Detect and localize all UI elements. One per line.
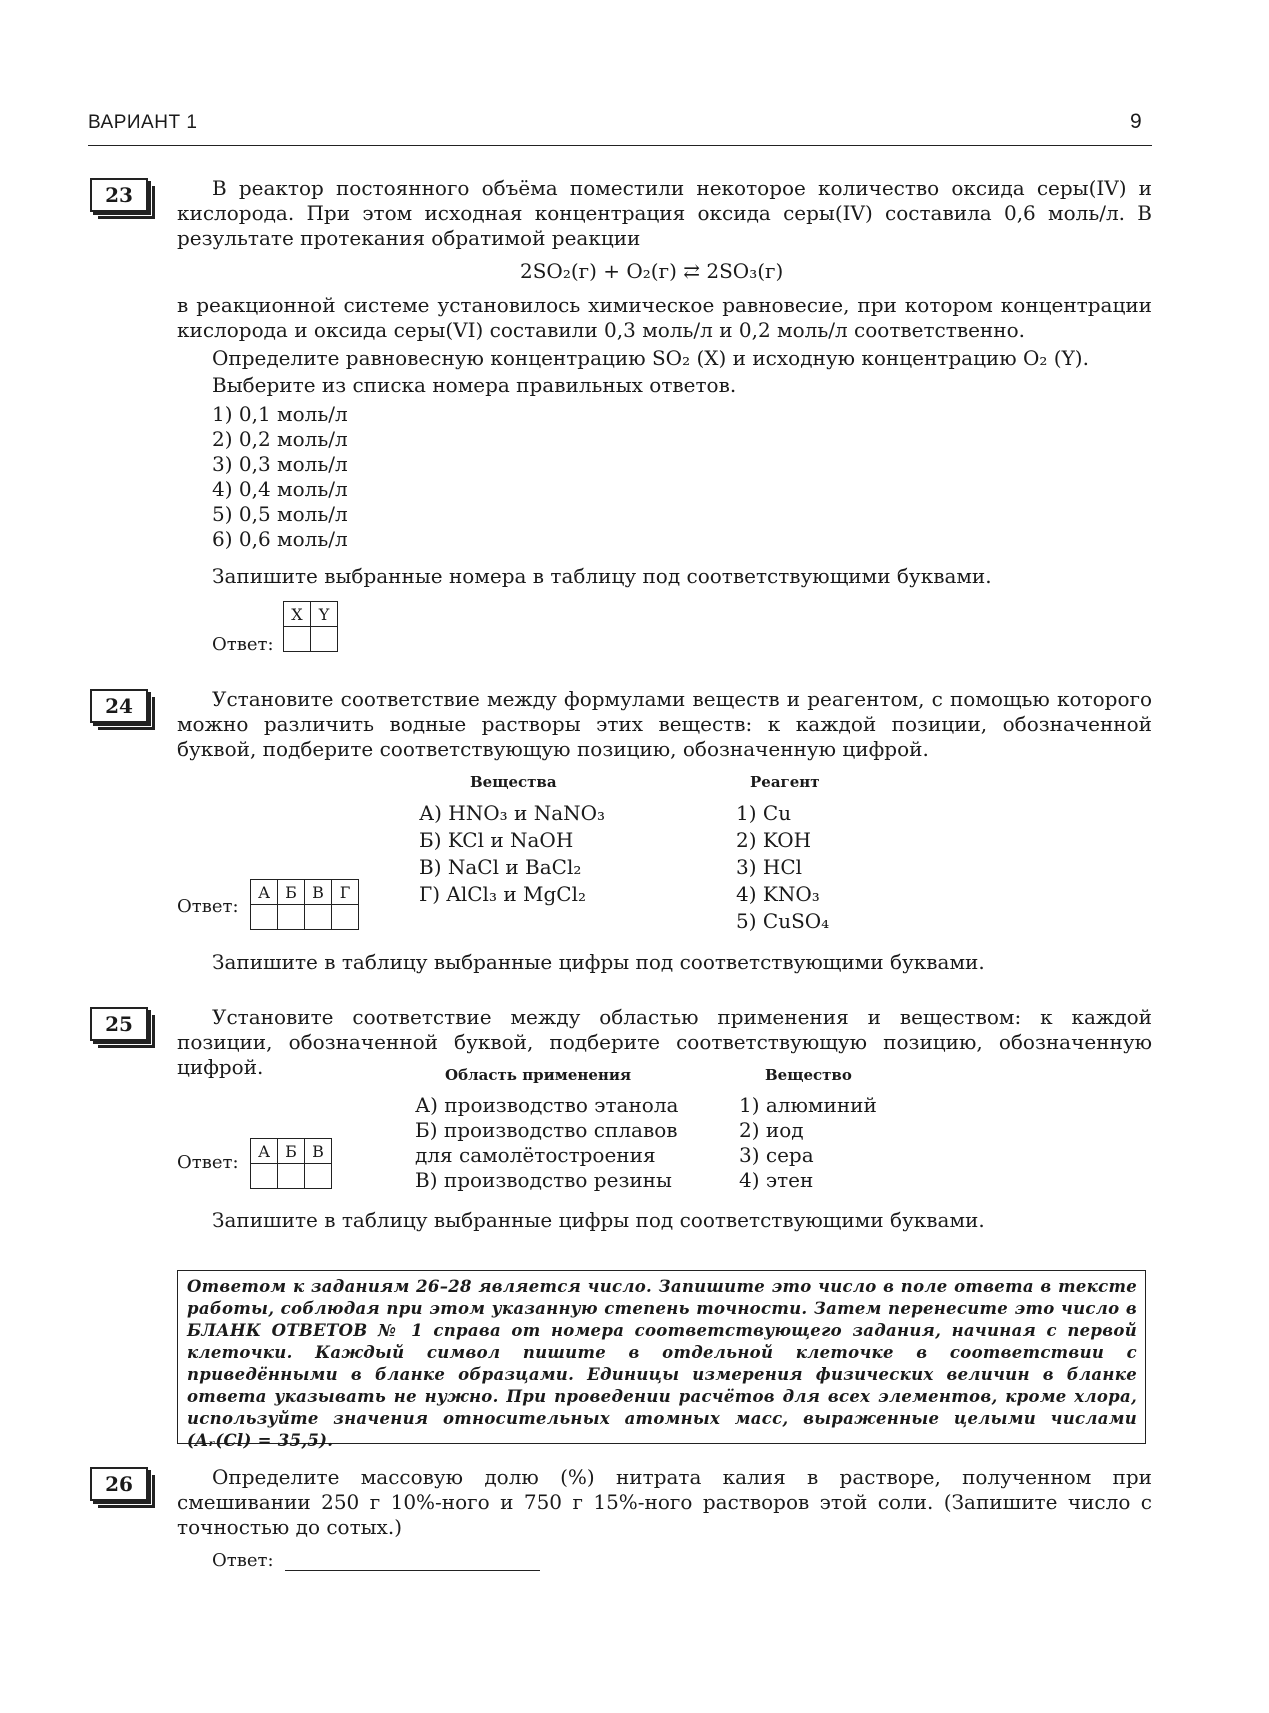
variant-title: ВАРИАНТ 1 bbox=[88, 112, 198, 133]
list-item: 5) 0,5 моль/л bbox=[212, 502, 348, 526]
list-item: В) производство резины bbox=[415, 1168, 672, 1192]
list-item: 3) HCl bbox=[736, 855, 803, 879]
list-item: 3) 0,3 моль/л bbox=[212, 452, 348, 476]
q25-left-column-header: Область применения bbox=[445, 1066, 632, 1084]
list-item: А) производство этанола bbox=[415, 1093, 679, 1117]
q24-left-list bbox=[419, 800, 605, 908]
answer-header-b: Б bbox=[278, 880, 305, 905]
q25-instruction: Запишите в таблицу выбранные цифры под соответствующими буквами. bbox=[212, 1208, 985, 1232]
list-item: 6) 0,6 моль/л bbox=[212, 527, 348, 551]
q23-answer-label: Ответ: bbox=[212, 634, 274, 655]
question-number-23: 23 bbox=[90, 178, 148, 212]
answer-header-v: В bbox=[305, 880, 332, 905]
list-item: А) HNO₃ и NaNO₃ bbox=[419, 801, 606, 825]
q24-right-column-header: Реагент bbox=[750, 773, 820, 791]
q26-answer-label: Ответ: bbox=[212, 1550, 274, 1571]
question-number-25: 25 bbox=[90, 1007, 148, 1041]
answer-header-a: А bbox=[251, 880, 278, 905]
list-item: 4) 0,4 моль/л bbox=[212, 477, 348, 501]
answer-cell-x[interactable] bbox=[284, 627, 311, 652]
question-number-24: 24 bbox=[90, 689, 148, 723]
instructions-text: Ответом к заданиям 26–28 является число. Запишите это число в поле ответа в тексте работы, соблюдая при этом указанную степень точности. Затем перенесите это число в БЛАНК ОТВЕТОВ № 1 справа от номера соответствующего задания, начиная с первой клеточки. Каждый символ пишите в отдельной клеточке в соответствии с приведёнными в бланке образцами. Единицы измерения физических величин в бланке ответа указывать не нужно. При проведении расчётов для всех элементов, кроме хлора, используйте значения относительных атомных масс, выраженные целыми числами (Aᵣ(Cl) = 35,5). bbox=[187, 1277, 1137, 1450]
answer-header-b: Б bbox=[278, 1139, 305, 1164]
q24-answer-table bbox=[250, 879, 359, 930]
q23-options-list bbox=[212, 402, 348, 552]
list-item: 2) 0,2 моль/л bbox=[212, 427, 348, 451]
answer-cell-v[interactable] bbox=[305, 905, 332, 930]
answer-cell-v[interactable] bbox=[305, 1164, 332, 1189]
header-divider bbox=[88, 145, 1152, 146]
answer-header-v: В bbox=[305, 1139, 332, 1164]
list-item: Г) AlCl₃ и MgCl₂ bbox=[419, 882, 587, 906]
page-number: 9 bbox=[1130, 110, 1142, 133]
q23-text: В реактор постоянного объёма поместили некоторое количество оксида серы(IV) и кислорода. При этом исходная концентрация оксида серы(IV) составила 0,6 моль/л. В результате протекания обратимой реакции bbox=[177, 176, 1152, 250]
q23-instruction: Запишите выбранные номера в таблицу под соответствующими буквами. bbox=[212, 564, 992, 588]
q25-answer-table bbox=[250, 1138, 332, 1189]
answer-header-g: Г bbox=[332, 880, 359, 905]
q24-text: Установите соответствие между формулами веществ и реагентом, с помощью которого можно различить водные растворы этих веществ: к каждой позиции, обозначенной буквой, подберите соответствующую позицию, обозначенную цифрой. bbox=[177, 687, 1152, 761]
list-item: 5) CuSO₄ bbox=[736, 909, 830, 933]
answer-header-x: X bbox=[284, 602, 311, 627]
q23-text2: в реакционной системе установилось химическое равновесие, при котором концентрации кислорода и оксида серы(VI) составили 0,3 моль/л и 0,2 моль/л соответственно. bbox=[177, 293, 1152, 342]
list-item: Б) производство сплавов bbox=[415, 1118, 678, 1142]
list-item: В) NaCl и BaCl₂ bbox=[419, 855, 582, 879]
answer-header-y: Y bbox=[311, 602, 338, 627]
q24-instruction: Запишите в таблицу выбранные цифры под соответствующими буквами. bbox=[212, 950, 985, 974]
q26-text: Определите массовую долю (%) нитрата калия в растворе, полученном при смешивании 250 г 10%-ного и 750 г 15%-ного растворов этой соли. (Запишите число с точностью до сотых.) bbox=[177, 1465, 1152, 1539]
q25-right-list bbox=[739, 1093, 877, 1193]
list-item: 3) сера bbox=[739, 1143, 814, 1167]
q23-choose: Выберите из списка номера правильных ответов. bbox=[212, 373, 737, 397]
q25-left-list bbox=[415, 1093, 678, 1193]
list-item: 4) этен bbox=[739, 1168, 814, 1192]
q25-text: Установите соответствие между областью применения и веществом: к каждой позиции, обозначенной буквой, подберите соответствующую позицию, обозначенную цифрой. bbox=[177, 1005, 1152, 1079]
list-item: 2) иод bbox=[739, 1118, 804, 1142]
list-item: 1) алюминий bbox=[739, 1093, 877, 1117]
question-number-26: 26 bbox=[90, 1467, 148, 1501]
list-item: 1) 0,1 моль/л bbox=[212, 402, 348, 426]
list-item: 1) Cu bbox=[736, 801, 792, 825]
q23-task: Определите равновесную концентрацию SO₂ (X) и исходную концентрацию O₂ (Y). bbox=[212, 346, 1089, 370]
list-item: 4) KNO₃ bbox=[736, 882, 820, 906]
q24-right-list bbox=[736, 800, 829, 935]
list-item: Б) KCl и NaOH bbox=[419, 828, 574, 852]
answer-cell-a[interactable] bbox=[251, 905, 278, 930]
answer-header-a: А bbox=[251, 1139, 278, 1164]
q23-equation: 2SO₂(г) + O₂(г) ⇄ 2SO₃(г) bbox=[520, 259, 784, 283]
q26-answer-field[interactable] bbox=[285, 1570, 540, 1571]
list-item: для самолётостроения bbox=[415, 1143, 656, 1167]
q23-answer-table bbox=[283, 601, 338, 652]
q25-answer-label: Ответ: bbox=[177, 1152, 239, 1173]
q25-right-column-header: Вещество bbox=[765, 1066, 852, 1084]
answer-cell-a[interactable] bbox=[251, 1164, 278, 1189]
q24-answer-label: Ответ: bbox=[177, 896, 239, 917]
answer-cell-y[interactable] bbox=[311, 627, 338, 652]
answer-cell-g[interactable] bbox=[332, 905, 359, 930]
answer-cell-b[interactable] bbox=[278, 1164, 305, 1189]
list-item: 2) KOH bbox=[736, 828, 812, 852]
q24-left-column-header: Вещества bbox=[470, 773, 557, 791]
answer-cell-b[interactable] bbox=[278, 905, 305, 930]
